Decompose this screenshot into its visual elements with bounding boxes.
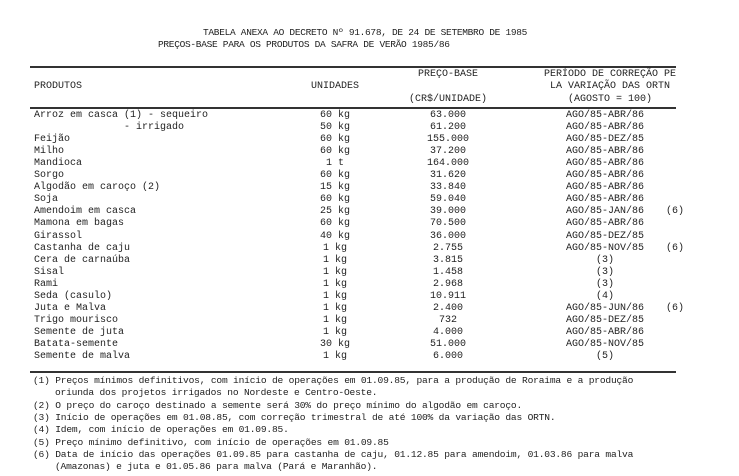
unit-cell: 1 kg	[322, 351, 347, 362]
unit-cell: 25 kg	[319, 206, 350, 218]
price-cell: 59.040	[429, 194, 466, 206]
product-cell: Mamona em bagas	[34, 218, 125, 230]
period-cell: AGO/85-ABR/86	[565, 194, 644, 206]
product-cell: Soja	[34, 194, 59, 206]
unit-cell: 1 t	[325, 158, 344, 170]
unit-cell: 1 kg	[322, 326, 347, 338]
header-periodo-2: LA VARIAÇÃO DAS ORTN	[549, 81, 671, 92]
table-row	[0, 279, 739, 291]
price-cell: 31.620	[429, 170, 466, 182]
price-cell: 3.815	[432, 254, 463, 266]
product-cell: Semente de juta	[34, 326, 125, 338]
table-row	[0, 255, 739, 267]
footnote: (3) Início de operações em 01.08.85, com correção trimestral de até 100% da variação das ORTN.	[33, 411, 556, 423]
price-cell: 10.911	[429, 290, 466, 302]
footnote: (2) O preço do caroço destinado a semente será 30% do preço mínimo do algodão em caroço.	[33, 399, 523, 411]
footnote: (1) Preços mínimos definitivos, com início de operações em 01.09.85, para a produção de Roraima e a produção	[33, 375, 634, 386]
table-row	[0, 303, 739, 315]
table-row	[0, 122, 739, 134]
period-cell: (3)	[595, 254, 614, 266]
price-cell: 33.840	[429, 182, 466, 194]
footnote: (4) Idem, com início de operações em 01.09.85.	[33, 424, 289, 436]
period-cell: (3)	[595, 278, 614, 290]
table-row	[0, 182, 739, 194]
footnote: (Amazonas) e juta e 01.05.86 para malva (Pará e Maranhão).	[55, 461, 378, 473]
price-cell: 61.200	[429, 122, 466, 134]
table-row	[0, 291, 739, 303]
product-cell: Juta e Malva	[34, 302, 107, 314]
period-cell: AGO/85-ABR/86	[565, 158, 644, 170]
document-title: TABELA ANEXA AO DECRETO Nº 91.678, DE 24 DE SETEMBRO DE 1985	[203, 27, 528, 38]
product-cell: Girassol	[34, 230, 83, 242]
period-cell: AGO/85-DEZ/85	[565, 314, 644, 326]
price-cell: 2.400	[432, 302, 463, 314]
unit-cell: 60 kg	[319, 134, 350, 146]
unit-cell: 40 kg	[319, 230, 350, 242]
header-periodo-3: (AGOSTO = 100)	[567, 94, 652, 105]
period-cell: AGO/85-ABR/86	[565, 146, 644, 158]
table-row	[0, 194, 739, 206]
product-cell: Arroz em casca (1) - sequeiro	[34, 110, 209, 121]
period-cell: (5)	[595, 351, 614, 362]
document-subtitle: PREÇOS-BASE PARA OS PRODUTOS DA SAFRA DE VERÃO 1985/86	[158, 39, 450, 50]
unit-cell: 1 kg	[322, 290, 347, 302]
price-cell: 155.000	[426, 134, 469, 146]
product-cell: - irrigado	[34, 122, 185, 134]
period-cell: AGO/85-ABR/86	[565, 326, 644, 338]
unit-cell: 1 kg	[322, 278, 347, 290]
table-row	[0, 351, 739, 363]
unit-cell: 1 kg	[322, 254, 347, 266]
period-cell: AGO/85-ABR/86	[565, 182, 644, 194]
price-cell: 39.000	[429, 206, 466, 218]
unit-cell: 1 kg	[322, 242, 347, 254]
period-cell: AGO/85-ABR/86	[565, 122, 644, 134]
period-cell: (4)	[595, 290, 614, 302]
unit-cell: 60 kg	[319, 194, 350, 206]
product-cell: Semente de malva	[34, 351, 131, 362]
table-row	[0, 267, 739, 279]
unit-cell: 15 kg	[319, 182, 350, 194]
table-row	[0, 315, 739, 327]
product-cell: Batata-semente	[34, 338, 119, 350]
product-cell: Cera de carnaúba	[34, 254, 131, 266]
unit-cell: 1 kg	[322, 314, 347, 326]
header-produtos: PRODUTOS	[34, 81, 83, 92]
header-preco-base: PREÇO-BASE	[417, 69, 478, 80]
price-cell: 2.755	[432, 242, 463, 254]
period-cell: (3)	[595, 266, 614, 278]
header-bottom-rule	[30, 107, 676, 109]
note-cell: (6)	[666, 206, 685, 218]
unit-cell: 60 kg	[319, 146, 350, 158]
period-cell: AGO/85-JAN/86	[565, 206, 644, 218]
product-cell: Rami	[34, 278, 59, 290]
price-cell: 4.000	[432, 326, 463, 338]
footnote: (6) Data de início das operações 01.09.85 para castanha de caju, 01.12.85 para amendoim, 01.03.86 para malva	[33, 448, 634, 460]
period-cell: AGO/85-ABR/86	[565, 170, 644, 182]
product-cell: Mandioca	[34, 158, 83, 170]
price-cell: 37.200	[429, 146, 466, 158]
table-row	[0, 327, 739, 339]
footnote: oriunda dos projetos irrigados no Nordeste e Centro-Oeste.	[55, 387, 378, 399]
period-cell: AGO/85-ABR/86	[565, 218, 644, 230]
product-cell: Castanha de caju	[34, 242, 131, 254]
price-cell: 63.000	[429, 110, 466, 121]
table-row	[0, 218, 739, 230]
table-bottom-rule	[30, 371, 676, 373]
unit-cell: 1 kg	[322, 266, 347, 278]
product-cell: Algodão em caroço (2)	[34, 182, 161, 194]
product-cell: Milho	[34, 146, 65, 158]
period-cell: AGO/85-DEZ/85	[565, 134, 644, 146]
header-preco-unidade: (CR$/UNIDADE)	[408, 94, 487, 105]
table-row	[0, 206, 739, 218]
period-cell: AGO/85-ABR/86	[565, 110, 644, 121]
header-unidades: UNIDADES	[310, 81, 359, 92]
period-cell: AGO/85-JUN/86	[565, 302, 644, 314]
note-cell: (6)	[666, 242, 685, 254]
table-row	[0, 158, 739, 170]
product-cell: Seda (casulo)	[34, 290, 113, 302]
table-top-rule	[30, 66, 676, 68]
unit-cell: 50 kg	[319, 122, 350, 134]
price-cell: 164.000	[426, 158, 469, 170]
table-row	[0, 110, 739, 122]
table-row	[0, 134, 739, 146]
period-cell: AGO/85-DEZ/85	[565, 230, 644, 242]
footnote: (5) Preço mínimo definitivo, com início de operações em 01.09.85	[33, 436, 389, 448]
note-cell: (6)	[666, 302, 685, 314]
price-cell: 51.000	[429, 338, 466, 350]
period-cell: AGO/85-NOV/85	[565, 242, 644, 254]
price-cell: 70.500	[429, 218, 466, 230]
price-cell: 1.458	[432, 266, 463, 278]
period-cell: AGO/85-NOV/85	[565, 338, 644, 350]
table-row	[0, 243, 739, 255]
price-cell: 2.968	[432, 278, 463, 290]
product-cell: Feijão	[34, 134, 71, 146]
unit-cell: 60 kg	[319, 218, 350, 230]
header-periodo-1: PERÍODO DE CORREÇÃO PE	[543, 69, 677, 80]
price-cell: 6.000	[432, 351, 463, 362]
product-cell: Trigo mourisco	[34, 314, 119, 326]
table-row	[0, 170, 739, 182]
price-cell: 732	[438, 314, 457, 326]
product-cell: Sisal	[34, 266, 65, 278]
price-cell: 36.000	[429, 230, 466, 242]
table-row	[0, 231, 739, 243]
unit-cell: 60 kg	[319, 110, 350, 121]
table-row	[0, 339, 739, 351]
unit-cell: 30 kg	[319, 338, 350, 350]
table-row	[0, 146, 739, 158]
product-cell: Amendoim em casca	[34, 206, 137, 218]
unit-cell: 1 kg	[322, 302, 347, 314]
unit-cell: 60 kg	[319, 170, 350, 182]
product-cell: Sorgo	[34, 170, 65, 182]
